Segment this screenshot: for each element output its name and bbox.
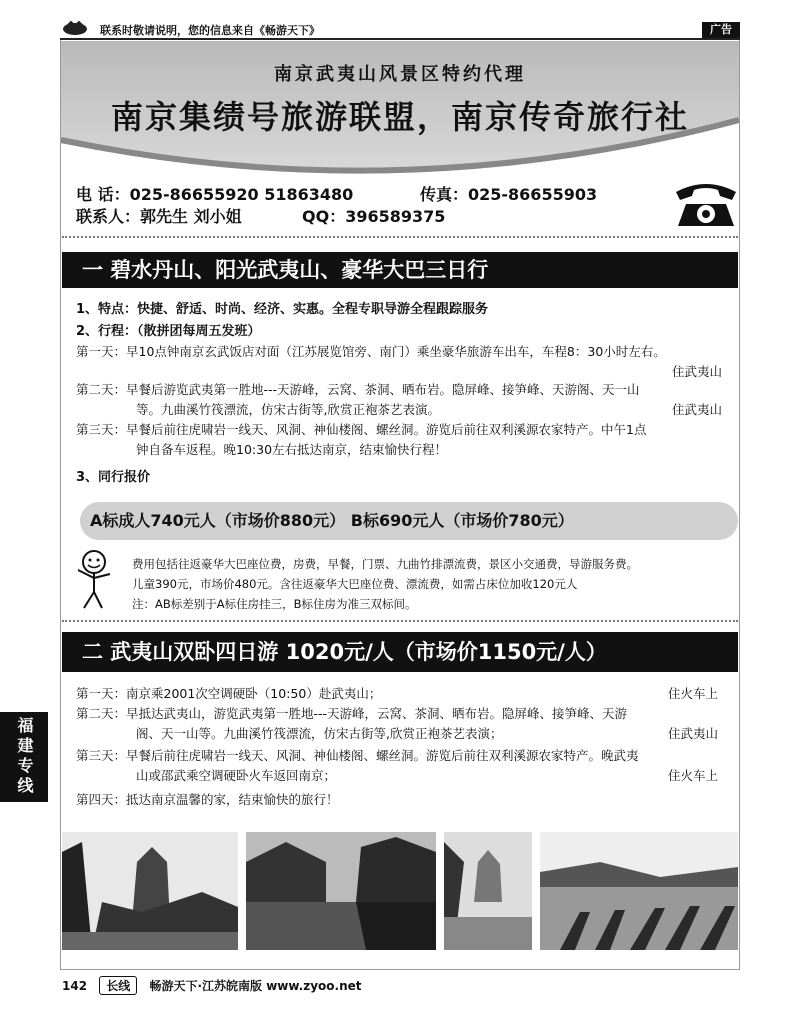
contact-phone: 电 话：025-86655920 51863480 [76,185,354,204]
page-number: 142 [62,979,88,993]
smiley-figure-icon [70,548,116,610]
s2-day1-stay: 住火车上 [668,686,719,701]
footer-text: 畅游天下·江苏皖南版 www.zyoo.net [149,979,362,993]
s1-day1-line1: 第一天：早10点钟南京玄武饭店对面（江苏展览馆旁、南门）乘坐豪华旅游车出车，车程8：30小时左右。 [76,344,666,359]
s2-day2-line2: 阁、天一山等。九曲溪竹筏漂流，仿宋古街等,欣赏正袍茶艺表演； [136,726,503,741]
s1-day2-line2: 等。九曲溪竹筏漂流，仿宋古街等,欣赏正袍茶艺表演。 [136,402,440,417]
s2-day4-line1: 第四天：抵达南京温馨的家，结束愉快的旅行！ [76,792,339,807]
section1-title: 一 碧水丹山、阳光武夷山、豪华大巴三日行 [62,252,738,288]
contact-people: 联系人：郭先生 刘小姐 [76,207,242,226]
s1-day3-line1: 第三天：早餐后前往虎啸岩一线天、风洞、神仙楼阁、螺丝洞。游览后前往双利溪源农家特产。中午1点 [76,422,647,437]
note-line2: 儿童390元，市场价480元。含往返豪华大巴座位费、漂流费，如需占床位加收120元人 [132,577,578,591]
header-title: 南京集绩号旅游联盟，南京传奇旅行社 [110,98,689,136]
note-line1: 费用包括往返豪华大巴座位费，房费，早餐，门票、九曲竹排漂流费，景区小交通费，导游服务费。 [132,557,638,571]
footer-tag: 长线 [99,976,137,995]
contact-qq: QQ：396589375 [302,207,446,226]
s1-day2-line1: 第二天：早餐后游览武夷第一胜地---天游峰，云窝、茶洞、晒布岩。隐屏峰、接笋峰、天游阁、天一山 [76,382,640,397]
price-band: A标成人740元人（市场价880元） B标690元人（市场价780元） [80,502,738,540]
header-subtitle: 南京武夷山风景区特约代理 [274,64,526,85]
dotted-divider [62,236,738,238]
section1-feature: 1、特点：快捷、舒适、时尚、经济、实惠。全程专职导游全程跟踪服务 [76,302,489,317]
s2-day3-stay: 住火车上 [668,768,719,783]
s2-day1-line1: 第一天：南京乘2001次空调硬卧（10:50）赴武夷山； [76,686,382,701]
s1-day3-line2: 钟自备车返程。晚10:30左右抵达南京，结束愉快行程！ [136,442,448,457]
s1-day1-stay: 住武夷山 [672,364,723,379]
photo-bamboo-rafts [540,832,738,950]
note-line3: 注：AB标差别于A标住房挂三，B标住房为准三双标间。 [132,597,417,611]
s2-day3-line2: 山或邵武乘空调硬卧火车返回南京； [136,768,337,783]
side-tab: 福建专线 [0,712,48,802]
magazine-logo-icon [62,20,88,36]
s2-day3-line1: 第三天：早餐后前往虎啸岩一线天、风洞、神仙楼阁、螺丝洞。游览后前往双利溪源农家特产。晚武夷 [76,748,639,763]
s1-day2-stay: 住武夷山 [672,402,723,417]
section1-quote-title: 3、同行报价 [76,470,151,485]
s2-day2-stay: 住武夷山 [668,726,719,741]
dotted-divider [62,620,738,622]
telephone-icon [672,178,740,228]
photo-jade-peak [62,832,238,950]
section1-schedule-title: 2、行程：（散拼团每周五发班） [76,324,261,339]
top-note: 联系时敬请说明，您的信息来自《畅游天下》 [100,24,320,37]
photo-misty-peak [444,832,532,950]
section2-title: 二 武夷山双卧四日游 1020元/人（市场价1150元/人） [62,632,738,672]
photo-river-cliff [246,832,436,950]
footer [62,976,362,995]
ad-tag: 广告 [702,22,740,38]
s2-day2-line1: 第二天：早抵达武夷山，游览武夷第一胜地---天游峰，云窝、茶洞、晒布岩。隐屏峰、接笋峰、天游 [76,706,628,721]
contact-fax: 传真：025-86655903 [420,185,598,204]
